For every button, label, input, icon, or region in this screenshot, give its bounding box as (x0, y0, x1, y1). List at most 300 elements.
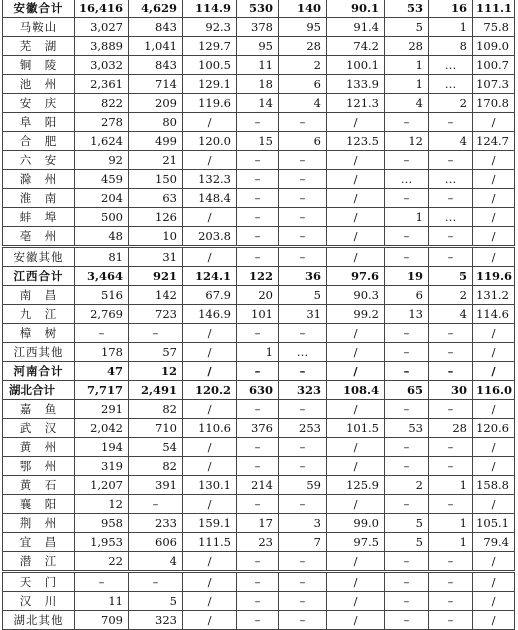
region-name-cell: 黄 石 (3, 476, 75, 495)
value-cell: – (385, 343, 429, 362)
value-cell: / (473, 324, 515, 343)
value-cell: 1 (429, 533, 473, 552)
value-cell: / (327, 247, 385, 267)
value-cell: – (429, 457, 473, 476)
value-cell: 22 (75, 552, 129, 572)
value-cell: 116.0 (473, 381, 515, 400)
value-cell: – (279, 324, 327, 343)
value-cell: 7,717 (75, 381, 129, 400)
value-cell: / (473, 227, 515, 247)
value-cell: – (429, 438, 473, 457)
table-row (3, 438, 515, 457)
value-cell: 843 (129, 18, 183, 37)
table-row (3, 37, 515, 56)
value-cell: 92.3 (183, 18, 237, 37)
value-cell: 54 (129, 438, 183, 457)
value-cell: – (279, 611, 327, 630)
value-cell: 95 (279, 18, 327, 37)
value-cell: 111.1 (473, 0, 515, 18)
value-cell: / (183, 208, 237, 227)
value-cell: 100.1 (327, 56, 385, 75)
value-cell: – (385, 400, 429, 419)
table-row (3, 592, 515, 611)
value-cell: 5 (129, 592, 183, 611)
region-name-cell: 荆 州 (3, 514, 75, 533)
table-row (3, 170, 515, 189)
value-cell: / (473, 457, 515, 476)
value-cell: 67.9 (183, 286, 237, 305)
value-cell: 499 (129, 132, 183, 151)
table-row (3, 18, 515, 37)
value-cell: 1,207 (75, 476, 129, 495)
value-cell: 8 (429, 37, 473, 56)
value-cell: 105.1 (473, 514, 515, 533)
value-cell: 2,361 (75, 75, 129, 94)
value-cell: 28 (385, 37, 429, 56)
value-cell: 12 (129, 362, 183, 381)
value-cell: – (237, 247, 279, 267)
value-cell: – (279, 208, 327, 227)
value-cell: / (183, 457, 237, 476)
value-cell: – (279, 592, 327, 611)
value-cell: 204 (75, 189, 129, 208)
table-row (3, 552, 515, 572)
value-cell: – (385, 189, 429, 208)
value-cell: 1,041 (129, 37, 183, 56)
table-row (3, 227, 515, 247)
value-cell: 119.6 (473, 267, 515, 286)
value-cell: – (129, 572, 183, 592)
value-cell: – (129, 324, 183, 343)
value-cell: / (473, 400, 515, 419)
value-cell: 53 (385, 419, 429, 438)
value-cell: 18 (237, 75, 279, 94)
value-cell: 3,027 (75, 18, 129, 37)
value-cell: / (183, 343, 237, 362)
value-cell: – (279, 227, 327, 247)
value-cell: 1,953 (75, 533, 129, 552)
value-cell: 63 (129, 189, 183, 208)
value-cell: / (183, 247, 237, 267)
statistics-table (2, 0, 515, 630)
value-cell: 28 (279, 37, 327, 56)
value-cell: 3,889 (75, 37, 129, 56)
value-cell: 114.9 (183, 0, 237, 18)
value-cell: / (327, 362, 385, 381)
value-cell: 606 (129, 533, 183, 552)
value-cell: … (429, 208, 473, 227)
value-cell: 57 (129, 343, 183, 362)
region-name-cell: 安徽合计 (3, 0, 75, 18)
table-row (3, 495, 515, 514)
value-cell: 194 (75, 438, 129, 457)
value-cell: 203.8 (183, 227, 237, 247)
value-cell: 710 (129, 419, 183, 438)
value-cell: 146.9 (183, 305, 237, 324)
value-cell: – (75, 572, 129, 592)
value-cell: 97.5 (327, 533, 385, 552)
value-cell: 120.2 (183, 381, 237, 400)
region-name-cell: 安 庆 (3, 94, 75, 113)
value-cell: 122 (237, 267, 279, 286)
value-cell: / (183, 400, 237, 419)
value-cell: 3 (279, 514, 327, 533)
value-cell: 47 (75, 362, 129, 381)
value-cell: / (327, 208, 385, 227)
value-cell: 108.4 (327, 381, 385, 400)
value-cell: 319 (75, 457, 129, 476)
value-cell: – (429, 592, 473, 611)
value-cell: / (183, 611, 237, 630)
value-cell: … (429, 170, 473, 189)
value-cell: – (279, 572, 327, 592)
region-name-cell: 阜 阳 (3, 113, 75, 132)
value-cell: / (183, 592, 237, 611)
value-cell: – (129, 495, 183, 514)
value-cell: – (279, 247, 327, 267)
value-cell: 21 (129, 151, 183, 170)
region-name-cell: 安徽其他 (3, 247, 75, 267)
value-cell: 111.5 (183, 533, 237, 552)
value-cell: 1 (385, 56, 429, 75)
value-cell: 921 (129, 267, 183, 286)
value-cell: / (327, 495, 385, 514)
value-cell: 5 (279, 286, 327, 305)
region-name-cell: 合 肥 (3, 132, 75, 151)
table-row (3, 151, 515, 170)
value-cell: 4 (429, 305, 473, 324)
value-cell: 5 (385, 18, 429, 37)
value-cell: – (385, 247, 429, 267)
value-cell: – (385, 572, 429, 592)
value-cell: – (237, 457, 279, 476)
value-cell: – (429, 572, 473, 592)
value-cell: / (327, 151, 385, 170)
value-cell: / (327, 170, 385, 189)
value-cell: 630 (237, 381, 279, 400)
value-cell: 7 (279, 533, 327, 552)
value-cell: 1 (429, 476, 473, 495)
value-cell: 12 (385, 132, 429, 151)
table-row (3, 457, 515, 476)
value-cell: 2 (429, 94, 473, 113)
region-name-cell: 潜 江 (3, 552, 75, 572)
value-cell: 125.9 (327, 476, 385, 495)
value-cell: 100.7 (473, 56, 515, 75)
value-cell: 4 (129, 552, 183, 572)
value-cell: 253 (279, 419, 327, 438)
value-cell: / (473, 572, 515, 592)
value-cell: 101 (237, 305, 279, 324)
value-cell: 11 (75, 592, 129, 611)
value-cell: 214 (237, 476, 279, 495)
value-cell: 516 (75, 286, 129, 305)
table-row (3, 514, 515, 533)
value-cell: … (279, 343, 327, 362)
value-cell: 4 (429, 132, 473, 151)
value-cell: 291 (75, 400, 129, 419)
value-cell: – (429, 247, 473, 267)
value-cell: 209 (129, 94, 183, 113)
table-body (3, 0, 515, 630)
value-cell: 120.0 (183, 132, 237, 151)
value-cell: 2 (429, 286, 473, 305)
value-cell: 15 (237, 132, 279, 151)
region-name-cell: 天 门 (3, 572, 75, 592)
value-cell: / (327, 592, 385, 611)
table-row (3, 113, 515, 132)
table-row (3, 324, 515, 343)
value-cell: 99.0 (327, 514, 385, 533)
value-cell: – (385, 611, 429, 630)
region-name-cell: 河南合计 (3, 362, 75, 381)
value-cell: – (237, 208, 279, 227)
value-cell: 12 (75, 495, 129, 514)
value-cell: 97.6 (327, 267, 385, 286)
value-cell: 1 (385, 208, 429, 227)
table-row (3, 572, 515, 592)
value-cell: / (327, 611, 385, 630)
value-cell: – (429, 495, 473, 514)
region-name-cell: 蚌 埠 (3, 208, 75, 227)
table-row (3, 533, 515, 552)
table-row (3, 189, 515, 208)
value-cell: 2,042 (75, 419, 129, 438)
value-cell: / (183, 151, 237, 170)
table-row (3, 75, 515, 94)
value-cell: 2,491 (129, 381, 183, 400)
value-cell: 53 (385, 0, 429, 18)
value-cell: / (183, 552, 237, 572)
table-row (3, 56, 515, 75)
value-cell: 120.6 (473, 419, 515, 438)
value-cell: – (385, 552, 429, 572)
value-cell: 30 (429, 381, 473, 400)
value-cell: 119.6 (183, 94, 237, 113)
value-cell: 459 (75, 170, 129, 189)
value-cell: 723 (129, 305, 183, 324)
value-cell: 23 (237, 533, 279, 552)
value-cell: – (279, 438, 327, 457)
value-cell: 13 (385, 305, 429, 324)
region-name-cell: 九 江 (3, 305, 75, 324)
value-cell: 530 (237, 0, 279, 18)
value-cell: / (183, 324, 237, 343)
region-name-cell: 南 昌 (3, 286, 75, 305)
value-cell: … (429, 75, 473, 94)
value-cell: 101.5 (327, 419, 385, 438)
value-cell: – (429, 324, 473, 343)
value-cell: 5 (385, 514, 429, 533)
table-row (3, 305, 515, 324)
region-name-cell: 樟 树 (3, 324, 75, 343)
value-cell: / (327, 113, 385, 132)
value-cell: 142 (129, 286, 183, 305)
value-cell: – (429, 552, 473, 572)
value-cell: – (385, 457, 429, 476)
value-cell: 123.5 (327, 132, 385, 151)
table-row (3, 208, 515, 227)
value-cell: 1 (237, 343, 279, 362)
value-cell: 4 (279, 94, 327, 113)
value-cell: 148.4 (183, 189, 237, 208)
value-cell: 159.1 (183, 514, 237, 533)
value-cell: 323 (279, 381, 327, 400)
value-cell: – (429, 113, 473, 132)
value-cell: 114.6 (473, 305, 515, 324)
value-cell: – (385, 495, 429, 514)
value-cell: – (385, 113, 429, 132)
value-cell: / (327, 438, 385, 457)
value-cell: 16,416 (75, 0, 129, 18)
region-name-cell: 亳 州 (3, 227, 75, 247)
value-cell: 31 (129, 247, 183, 267)
value-cell: / (327, 189, 385, 208)
value-cell: 714 (129, 75, 183, 94)
value-cell: 91.4 (327, 18, 385, 37)
value-cell: 170.8 (473, 94, 515, 113)
value-cell: – (237, 592, 279, 611)
value-cell: 121.3 (327, 94, 385, 113)
value-cell: – (75, 324, 129, 343)
region-name-cell: 六 安 (3, 151, 75, 170)
value-cell: 6 (279, 75, 327, 94)
value-cell: – (237, 572, 279, 592)
region-name-cell: 湖北合计 (3, 381, 75, 400)
value-cell: – (237, 324, 279, 343)
value-cell: 6 (279, 132, 327, 151)
region-name-cell: 嘉 鱼 (3, 400, 75, 419)
value-cell: 133.9 (327, 75, 385, 94)
value-cell: 140 (279, 0, 327, 18)
value-cell: 4 (385, 94, 429, 113)
value-cell: – (279, 457, 327, 476)
value-cell: – (385, 151, 429, 170)
table-row (3, 343, 515, 362)
value-cell: 82 (129, 400, 183, 419)
value-cell: – (237, 438, 279, 457)
region-name-cell: 湖北其他 (3, 611, 75, 630)
value-cell: 1 (429, 514, 473, 533)
value-cell: / (473, 247, 515, 267)
value-cell: / (327, 343, 385, 362)
table-row (3, 611, 515, 630)
value-cell: 16 (429, 0, 473, 18)
value-cell: 376 (237, 419, 279, 438)
value-cell: / (473, 362, 515, 381)
value-cell: / (473, 113, 515, 132)
value-cell: 92 (75, 151, 129, 170)
value-cell: 14 (237, 94, 279, 113)
value-cell: – (429, 227, 473, 247)
value-cell: / (473, 170, 515, 189)
value-cell: – (279, 170, 327, 189)
value-cell: 843 (129, 56, 183, 75)
value-cell: / (327, 552, 385, 572)
value-cell: – (237, 611, 279, 630)
table-row (3, 381, 515, 400)
value-cell: 17 (237, 514, 279, 533)
value-cell: – (279, 189, 327, 208)
value-cell: – (279, 151, 327, 170)
value-cell: / (327, 457, 385, 476)
value-cell: 10 (129, 227, 183, 247)
value-cell: – (279, 362, 327, 381)
value-cell: / (183, 495, 237, 514)
value-cell: 126 (129, 208, 183, 227)
value-cell: 822 (75, 94, 129, 113)
table-row (3, 0, 515, 18)
value-cell: / (473, 495, 515, 514)
value-cell: / (327, 572, 385, 592)
value-cell: – (237, 227, 279, 247)
value-cell: – (237, 170, 279, 189)
table-row (3, 132, 515, 151)
value-cell: 80 (129, 113, 183, 132)
value-cell: 2 (385, 476, 429, 495)
value-cell: – (385, 362, 429, 381)
region-name-cell: 江西合计 (3, 267, 75, 286)
value-cell: 6 (385, 286, 429, 305)
value-cell: – (385, 324, 429, 343)
value-cell: 124.1 (183, 267, 237, 286)
value-cell: 75.8 (473, 18, 515, 37)
value-cell: / (183, 113, 237, 132)
value-cell: 65 (385, 381, 429, 400)
value-cell: 31 (279, 305, 327, 324)
value-cell: – (279, 400, 327, 419)
table-row (3, 400, 515, 419)
value-cell: – (237, 362, 279, 381)
value-cell: / (473, 552, 515, 572)
value-cell: 233 (129, 514, 183, 533)
region-name-cell: 黄 州 (3, 438, 75, 457)
table-row (3, 94, 515, 113)
value-cell: 150 (129, 170, 183, 189)
value-cell: – (429, 189, 473, 208)
value-cell: 1 (385, 75, 429, 94)
value-cell: / (473, 438, 515, 457)
value-cell: 3,464 (75, 267, 129, 286)
value-cell: 2 (279, 56, 327, 75)
value-cell: 378 (237, 18, 279, 37)
value-cell: 107.3 (473, 75, 515, 94)
value-cell: 178 (75, 343, 129, 362)
table-row (3, 476, 515, 495)
value-cell: – (429, 343, 473, 362)
value-cell: 48 (75, 227, 129, 247)
value-cell: 5 (429, 267, 473, 286)
region-name-cell: 襄 阳 (3, 495, 75, 514)
region-name-cell: 鄂 州 (3, 457, 75, 476)
value-cell: 3,032 (75, 56, 129, 75)
value-cell: 124.7 (473, 132, 515, 151)
value-cell: 4,629 (129, 0, 183, 18)
value-cell: / (473, 343, 515, 362)
region-name-cell: 池 州 (3, 75, 75, 94)
region-name-cell: 马鞍山 (3, 18, 75, 37)
value-cell: – (429, 400, 473, 419)
table-row (3, 286, 515, 305)
value-cell: 100.5 (183, 56, 237, 75)
value-cell: 109.0 (473, 37, 515, 56)
region-name-cell: 武 汉 (3, 419, 75, 438)
value-cell: 278 (75, 113, 129, 132)
table-row (3, 247, 515, 267)
value-cell: – (429, 611, 473, 630)
value-cell: 130.1 (183, 476, 237, 495)
value-cell: 28 (429, 419, 473, 438)
